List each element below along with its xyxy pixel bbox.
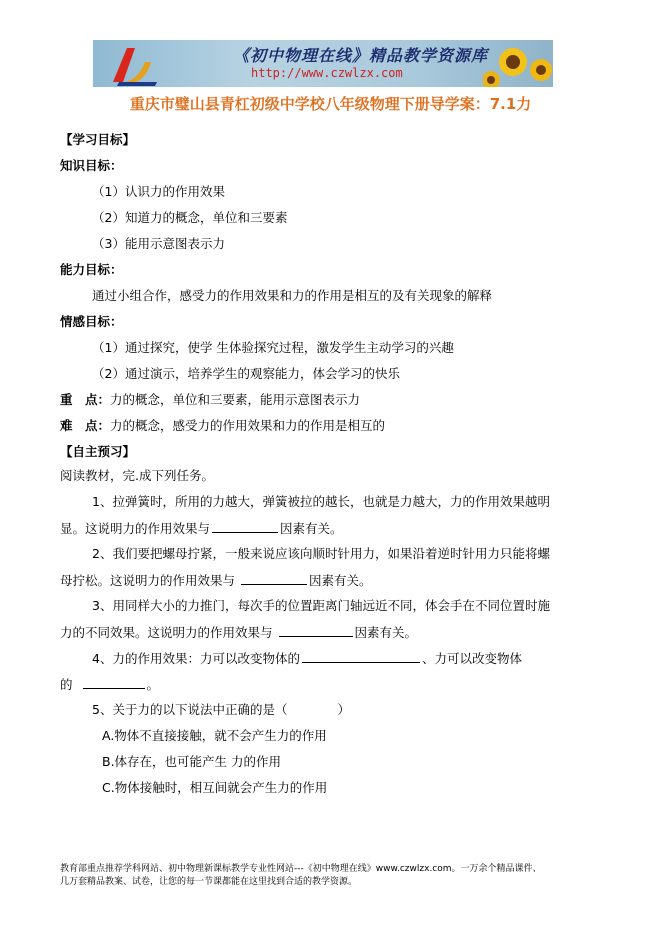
question-text: 因素有关。 <box>280 521 343 536</box>
question-text: 力的不同效果。这说明力的作用效果与 <box>60 625 273 640</box>
emotion-item: （1）通过探究，使学 生体验探究过程，激发学生主动学习的兴趣 <box>92 340 454 355</box>
question-1-line1: 1、拉弹簧时，所用的力越大，弹簧被拉的越长，也就是力越大，力的作用效果越明 <box>92 494 550 509</box>
question-text: 4、力的作用效果：力可以改变物体的 <box>92 651 300 666</box>
question-text: 母拧松。这说明力的作用效果与 <box>60 573 236 588</box>
answer-blank[interactable] <box>83 676 145 689</box>
key-points <box>60 392 360 408</box>
knowledge-item: （1）认识力的作用效果 <box>92 184 225 199</box>
answer-blank[interactable] <box>302 650 420 663</box>
page-footer <box>60 863 542 889</box>
key-points-label: 重 点： <box>60 392 111 407</box>
question-1-line2 <box>60 520 343 537</box>
question-text: 因素有关。 <box>309 573 372 588</box>
question-text: 因素有关。 <box>354 625 418 640</box>
footer-line: 几万套精品教案、试卷，让您的每一节课都能在这里找到合适的教学资源。 <box>60 877 358 887</box>
question-4-line1 <box>92 650 522 667</box>
question-3-line2 <box>60 624 417 641</box>
key-points-text: 力的概念，单位和三要素，能用示意图表示力 <box>110 392 361 407</box>
question-2-line1: 2、我们要把螺母拧紧，一般来说应该向顺时针用力，如果沿着逆时针用力只能将螺 <box>92 546 550 561</box>
question-text: 、力可以改变物体 <box>421 651 522 666</box>
question-5-option-a[interactable]: A.物体不直接接触，就不会产生力的作用 <box>102 728 327 743</box>
preview-header: 【自主预习】 <box>60 444 136 459</box>
difficult-points <box>60 418 385 434</box>
emotion-item: （2）通过演示，培养学生的观察能力，体会学习的快乐 <box>92 366 400 381</box>
question-text: 。 <box>146 677 160 692</box>
answer-blank[interactable] <box>279 624 353 637</box>
banner-url[interactable]: http://www.czwlzx.com <box>251 66 403 80</box>
site-logo <box>105 42 165 86</box>
answer-blank[interactable] <box>241 572 307 585</box>
question-2-line2 <box>60 572 372 589</box>
question-4-line2 <box>60 676 159 693</box>
ability-goals-text: 通过小组合作，感受力的作用效果和力的作用是相互的及有关现象的解释 <box>92 288 493 303</box>
knowledge-item: （3）能用示意图表示力 <box>92 236 225 251</box>
difficult-points-label: 难 点： <box>60 418 111 433</box>
question-5-option-c[interactable]: C.物体接触时，相互间就会产生力的作用 <box>102 780 328 795</box>
knowledge-goals-label: 知识目标： <box>60 158 123 173</box>
header-banner <box>93 40 553 87</box>
question-text: 的 <box>60 677 73 692</box>
question-text: 显。这说明力的作用效果与 <box>60 521 211 536</box>
answer-blank[interactable] <box>212 520 278 533</box>
difficult-points-text: 力的概念，感受力的作用效果和力的作用是相互的 <box>110 418 386 433</box>
question-5-option-b[interactable]: B.体存在，也可能产生 力的作用 <box>102 754 282 769</box>
document-title: 重庆市璧山县青杠初级中学校八年级物理下册导学案：7.1力 <box>129 95 532 113</box>
emotion-goals-label: 情感目标： <box>60 314 123 329</box>
footer-line: 教育部重点推荐学科网站、初中物理新课标教学专业性网站---《初中物理在线》www.czwlzx.com。一万余个精品课件、 <box>60 864 542 874</box>
ability-goals-label: 能力目标： <box>60 262 123 277</box>
question-3-line1: 3、用同样大小的力推门，每次手的位置距离门轴远近不同，体会手在不同位置时施 <box>92 598 550 613</box>
knowledge-item: （2）知道力的概念，单位和三要素 <box>92 210 288 225</box>
goals-header: 【学习目标】 <box>60 132 136 147</box>
question-5-stem: 5、关于力的以下说法中正确的是（ ） <box>92 702 350 717</box>
sunflower-image <box>483 40 553 87</box>
banner-title: 《初中物理在线》精品教学资源库 <box>233 46 489 65</box>
preview-intro: 阅读教材，完.成下列任务。 <box>60 468 214 483</box>
